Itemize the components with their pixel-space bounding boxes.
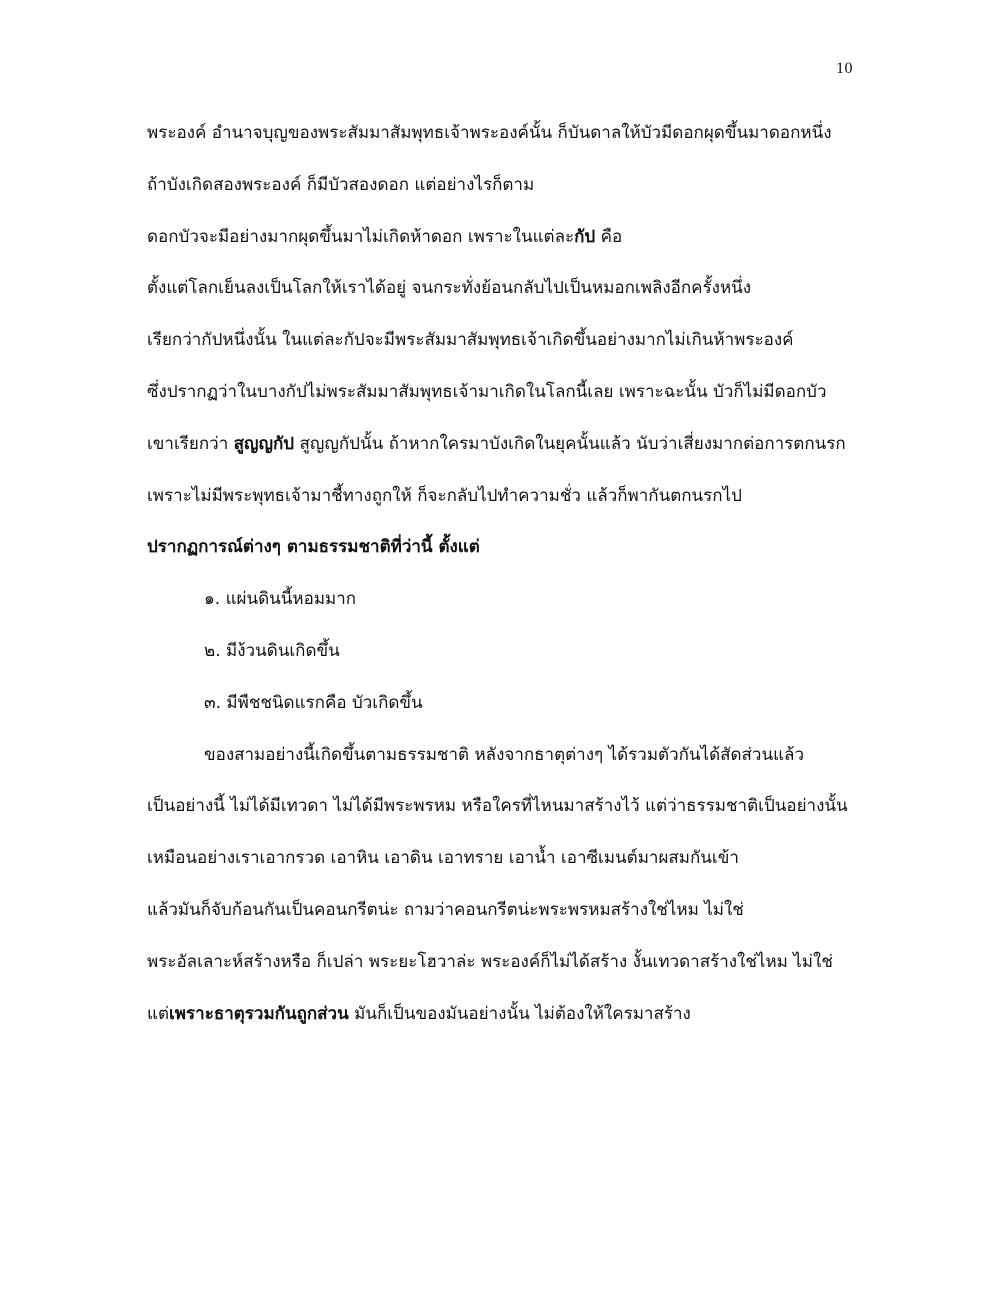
line-text: มันก็เป็นของมันอย่างนั้น ไม่ต้องให้ใครมาสร้าง [348, 1003, 691, 1024]
list-item-text: ๒. มีง้วนดินเกิดขึ้น [204, 640, 340, 661]
paragraph-line [147, 427, 867, 479]
list-item-text: ๑. แผ่นดินนี้หอมมาก [204, 589, 357, 610]
list-item [147, 634, 867, 686]
line-text: แต่ [147, 1003, 169, 1024]
line-text: เหมือนอย่างเราเอากรวด เอาหิน เอาดิน เอาทราย เอาน้ำ เอาซีเมนต์มาผสมกันเข้า [147, 848, 739, 869]
paragraph-line [147, 271, 867, 323]
paragraph-line [147, 893, 867, 945]
bold-phrase: เพราะธาตุรวมกันถูกส่วน [169, 1003, 349, 1024]
line-text: ดอกบัวจะมีอย่างมากผุดขึ้นมาไม่เกิดห้าดอก เพราะในแต่ละ [147, 226, 575, 247]
section-heading [147, 530, 867, 582]
paragraph-line [147, 997, 867, 1049]
line-text: เรียกว่ากัปหนึ่งนั้น ในแต่ละกัปจะมีพระสัมมาสัมพุทธเจ้าเกิดขึ้นอย่างมากไม่เกินห้าพระองค์ [147, 330, 794, 351]
paragraph-line [147, 375, 867, 427]
line-text: คือ [595, 226, 623, 247]
heading-text: ปรากฏการณ์ต่างๆ ตามธรรมชาติที่ว่านี้ ตั้งแต่ [147, 537, 480, 558]
list-item [147, 582, 867, 634]
line-text: เขาเรียกว่า [147, 433, 234, 454]
paragraph-line [147, 116, 867, 168]
page-number: 10 [836, 60, 853, 77]
paragraph-line [147, 479, 867, 531]
line-text: เป็นอย่างนี้ ไม่ได้มีเทวดา ไม่ได้มีพระพรหม หรือใครที่ไหนมาสร้างไว้ แต่ว่าธรรมชาติเป็นอย่างนั้น [147, 796, 848, 817]
paragraph-line [147, 789, 867, 841]
line-text: ตั้งแต่โลกเย็นลงเป็นโลกให้เราได้อยู่ จนกระทั่งย้อนกลับไปเป็นหมอกเพลิงอีกครั้งหนึ่ง [147, 278, 752, 299]
paragraph-line [147, 945, 867, 997]
paragraph-line [147, 168, 867, 220]
line-text: ซึ่งปรากฏว่าในบางกัปไม่พระสัมมาสัมพุทธเจ้ามาเกิดในโลกนี้เลย เพราะฉะนั้น บัวก็ไม่มีดอกบัว [147, 381, 827, 402]
line-text: เพราะไม่มีพระพุทธเจ้ามาชี้ทางถูกให้ ก็จะกลับไปทำความชั่ว แล้วก็พากันตกนรกไป [147, 485, 742, 506]
line-text: ถ้าบังเกิดสองพระองค์ ก็มีบัวสองดอก แต่อย่างไรก็ตาม [147, 174, 535, 195]
line-text: แล้วมันก็จับก้อนกันเป็นคอนกรีตน่ะ ถามว่าคอนกรีตน่ะพระพรหมสร้างใช่ไหม ไม่ใช่ [147, 899, 744, 920]
line-text: พระองค์ อำนาจบุญของพระสัมมาสัมพุทธเจ้าพระองค์นั้น ก็บันดาลให้บัวมีดอกผุดขึ้นมาดอกหนึ่ง [147, 123, 832, 143]
bold-term-sunyakap: สูญญกัป [233, 433, 295, 454]
paragraph-first-line [147, 738, 867, 790]
line-text: สูญญกัปนั้น ถ้าหากใครมาบังเกิดในยุคนั้นแล้ว นับว่าเสี่ยงมากต่อการตกนรก [294, 433, 846, 454]
list-item [147, 686, 867, 738]
paragraph-line [147, 220, 867, 272]
paragraph-line [147, 323, 867, 375]
line-text: ของสามอย่างนี้เกิดขึ้นตามธรรมชาติ หลังจากธาตุต่างๆ ได้รวมตัวกันได้สัดส่วนแล้ว [204, 744, 804, 765]
paragraph-line [147, 841, 867, 893]
list-item-text: ๓. มีพืชชนิดแรกคือ บัวเกิดขึ้น [204, 692, 423, 713]
bold-term-kap: กัป [574, 226, 596, 247]
body-text [147, 116, 867, 1048]
line-text: พระอัลเลาะห์สร้างหรือ ก็เปล่า พระยะโฮวาล่ะ พระองค์ก็ไม่ได้สร้าง งั้นเทวดาสร้างใช่ไหม ไม่ใช่ [147, 951, 833, 972]
